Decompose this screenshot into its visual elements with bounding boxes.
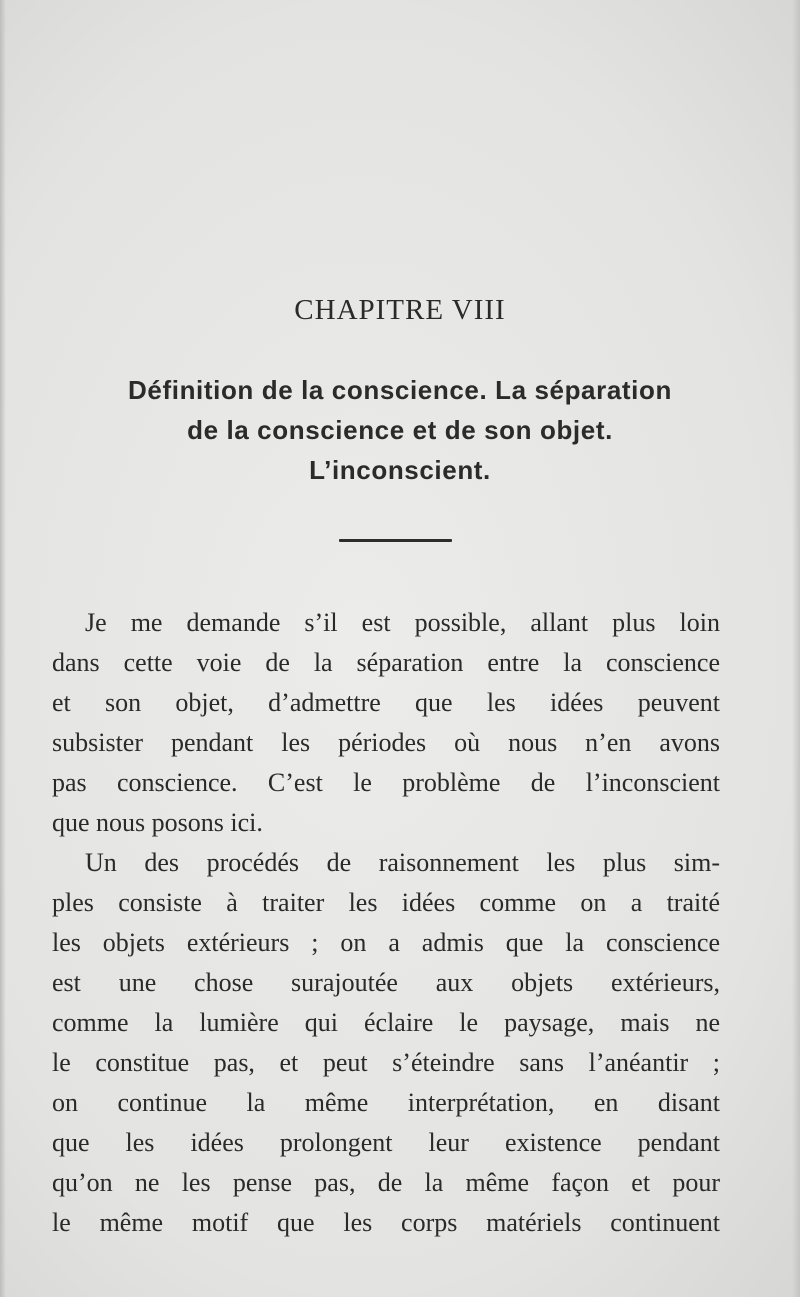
- section-divider: [339, 539, 452, 542]
- text-line: le constitue pas, et peut s’éteindre sans l’anéantir ;: [52, 1048, 720, 1077]
- text-line: pas conscience. C’est le problème de l’inconscient: [52, 768, 720, 797]
- page-edge-shadow-left: [0, 0, 6, 1297]
- page-edge-shadow-right: [792, 0, 800, 1297]
- text-line: et son objet, d’admettre que les idées peuvent: [52, 688, 720, 717]
- heading-line: L’inconscient.: [309, 455, 491, 485]
- text-line: dans cette voie de la séparation entre la conscience: [52, 648, 720, 677]
- text-line: on continue la même interprétation, en disant: [52, 1088, 720, 1117]
- text-line: subsister pendant les périodes où nous n’en avons: [52, 728, 720, 757]
- text-line: qu’on ne les pense pas, de la même façon et pour: [52, 1168, 720, 1197]
- text-line: ples consiste à traiter les idées comme on a traité: [52, 888, 720, 917]
- text-line: Un des procédés de raisonnement les plus sim-: [85, 848, 720, 877]
- text-line: le même motif que les corps matériels continuent: [52, 1208, 720, 1237]
- text-line: les objets extérieurs ; on a admis que la conscience: [52, 928, 720, 957]
- chapter-label: CHAPITRE VIII: [294, 294, 506, 326]
- text-line: Je me demande s’il est possible, allant plus loin: [85, 608, 720, 637]
- text-line: est une chose surajoutée aux objets extérieurs,: [52, 968, 720, 997]
- heading-line: Définition de la conscience. La séparation: [128, 375, 672, 405]
- text-line: que les idées prolongent leur existence pendant: [52, 1128, 720, 1157]
- heading-line: de la conscience et de son objet.: [187, 415, 613, 445]
- text-line: comme la lumière qui éclaire le paysage, mais ne: [52, 1008, 720, 1037]
- chapter-heading: [60, 370, 740, 490]
- body-text: [52, 603, 720, 1243]
- text-line: que nous posons ici.: [52, 808, 263, 837]
